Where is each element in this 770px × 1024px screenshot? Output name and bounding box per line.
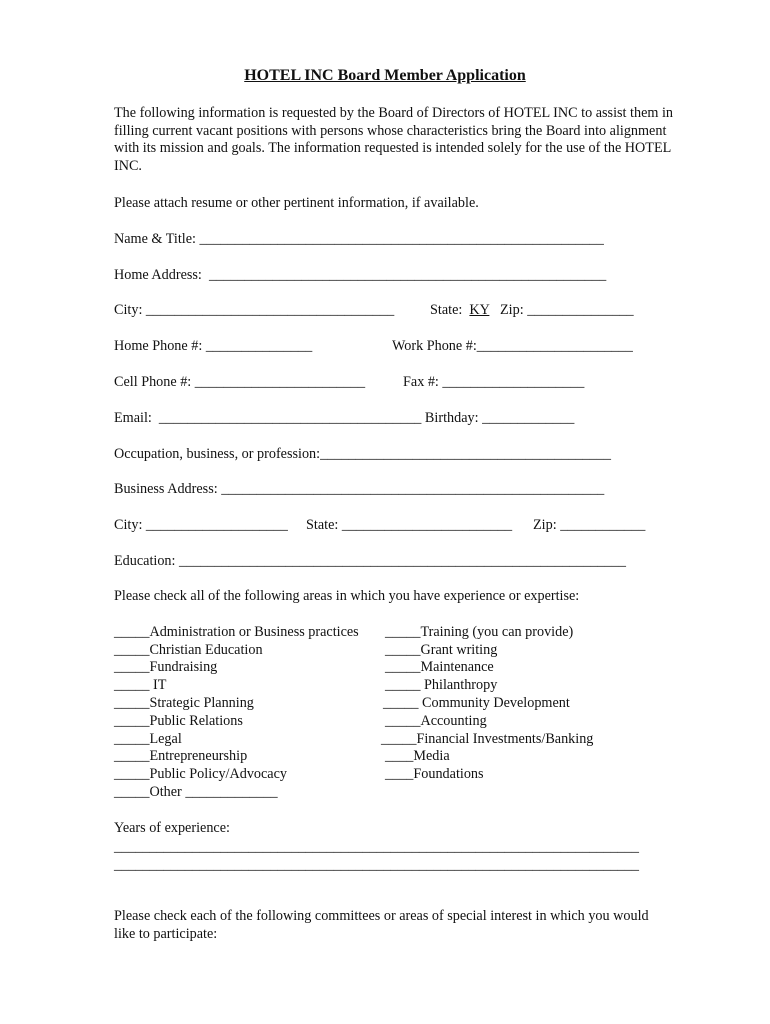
checklist-item-other[interactable]: _____Other _____________ (114, 784, 278, 800)
occupation-field[interactable]: Occupation, business, or profession:_________________________________________ (114, 446, 611, 462)
checklist-item-accounting[interactable]: _____Accounting (385, 713, 487, 729)
checklist-item-community-development[interactable]: _____ Community Development (383, 695, 570, 711)
checklist-item-training[interactable]: _____Training (you can provide) (385, 624, 574, 640)
committees-prompt: Please check each of the following committees or areas of special interest in which you would like to participate: (114, 908, 649, 942)
checklist-item-entrepreneurship[interactable]: _____Entrepreneurship (114, 748, 248, 764)
name-title-field[interactable]: Name & Title: _________________________________________________________ (114, 231, 604, 247)
business-address-field[interactable]: Business Address: ______________________________________________________ (114, 481, 605, 497)
checklist-item-foundations[interactable]: ____Foundations (385, 766, 484, 782)
zip-field[interactable]: Zip: _______________ (489, 302, 634, 318)
email-birthday-field[interactable]: Email: _____________________________________ Birthday: _____________ (114, 410, 575, 426)
checklist-item-public-policy[interactable]: _____Public Policy/Advocacy (114, 766, 287, 782)
checklist-item-administration[interactable]: _____Administration or Business practices (114, 624, 359, 640)
education-field[interactable]: Education: _______________________________________________________________ (114, 553, 626, 569)
years-experience-line-2[interactable]: __________________________________________________________________________ (114, 857, 639, 873)
home-address-field[interactable]: Home Address: ________________________________________________________ (114, 267, 607, 283)
work-phone-field[interactable]: Work Phone #:______________________ (392, 338, 633, 354)
page-title: HOTEL INC Board Member Application (244, 67, 526, 84)
business-zip-field[interactable]: Zip: ____________ (533, 517, 646, 533)
home-phone-field[interactable]: Home Phone #: _______________ (114, 338, 313, 354)
cell-phone-field[interactable]: Cell Phone #: ________________________ (114, 374, 366, 390)
checklist-item-grant-writing[interactable]: _____Grant writing (385, 642, 498, 658)
checklist-item-maintenance[interactable]: _____Maintenance (385, 659, 494, 675)
checklist-item-strategic-planning[interactable]: _____Strategic Planning (114, 695, 254, 711)
checklist-item-philanthropy[interactable]: _____ Philanthropy (385, 677, 498, 693)
checklist-item-it[interactable]: _____ IT (114, 677, 167, 693)
expertise-prompt: Please check all of the following areas in which you have experience or expertise: (114, 588, 580, 604)
checklist-item-public-relations[interactable]: _____Public Relations (114, 713, 243, 729)
state-value[interactable]: KY (469, 302, 490, 318)
checklist-item-christian-education[interactable]: _____Christian Education (114, 642, 263, 658)
years-experience-label: Years of experience: (114, 820, 230, 836)
business-state-field[interactable]: State: ________________________ (306, 517, 513, 533)
intro-paragraph: The following information is requested by the Board of Directors of HOTEL INC to assist them in filling current vacant positions with persons whose characteristics bring the Board into alignment with its mission and goals. The information requested is intended solely for the use of the HOTEL INC. (114, 105, 673, 174)
years-experience-line-1[interactable]: __________________________________________________________________________ (114, 839, 639, 855)
state-zip-row (430, 301, 634, 319)
fax-field[interactable]: Fax #: ____________________ (403, 374, 585, 390)
state-label: State: (430, 302, 470, 318)
checklist-item-fundraising[interactable]: _____Fundraising (114, 659, 218, 675)
attach-note: Please attach resume or other pertinent information, if available. (114, 195, 479, 211)
checklist-item-financial-investments[interactable]: _____Financial Investments/Banking (381, 731, 594, 747)
checklist-item-legal[interactable]: _____Legal (114, 731, 182, 747)
checklist-item-media[interactable]: ____Media (385, 748, 450, 764)
business-city-field[interactable]: City: ____________________ (114, 517, 288, 533)
city-field[interactable]: City: ___________________________________ (114, 302, 395, 318)
